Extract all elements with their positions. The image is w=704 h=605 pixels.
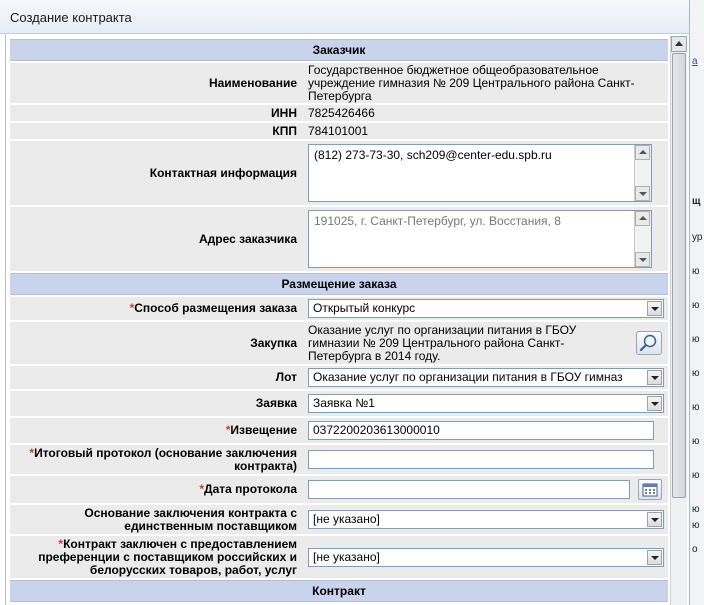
- section-contract: [10, 580, 668, 602]
- application-select[interactable]: [308, 394, 664, 413]
- scroll-down-icon[interactable]: [635, 186, 650, 201]
- lot-selected: Оказание услуг по организации питания в ГБОУ гимназ: [313, 370, 623, 384]
- dialog-scrollbar[interactable]: [670, 36, 687, 605]
- search-purchase-button[interactable]: [636, 331, 662, 355]
- application-selected: Заявка №1: [313, 396, 375, 410]
- bg-fragment: ю: [692, 334, 700, 345]
- dialog-content: [5, 34, 670, 605]
- chevron-down-icon[interactable]: [647, 301, 662, 316]
- row-inn: [10, 105, 668, 121]
- method-select[interactable]: [308, 299, 664, 318]
- section-title: Заказчик: [10, 39, 668, 61]
- row-sole-supplier: [10, 505, 668, 534]
- notice-input[interactable]: [308, 421, 654, 440]
- preference-select[interactable]: [308, 548, 664, 567]
- lot-select[interactable]: [308, 368, 664, 387]
- magnifier-icon: [637, 332, 661, 354]
- bg-fragment: ю: [692, 436, 700, 447]
- bg-fragment: а: [692, 56, 698, 67]
- row-address: [10, 207, 668, 271]
- chevron-down-icon[interactable]: [647, 512, 662, 527]
- section-title: Размещение заказа: [10, 273, 668, 295]
- field-label: Контактная информация: [10, 141, 302, 205]
- bg-fragment: о: [692, 544, 698, 555]
- row-purchase: [10, 322, 668, 364]
- required-mark: *: [29, 445, 35, 460]
- contract-form: [10, 37, 668, 604]
- field-label: Закупка: [10, 322, 302, 364]
- row-kpp: [10, 123, 668, 139]
- textarea-scrollbar[interactable]: [634, 145, 651, 201]
- method-selected: Открытый конкурс: [313, 301, 416, 315]
- bg-fragment: щ: [692, 196, 701, 207]
- chevron-down-icon[interactable]: [647, 550, 662, 565]
- kpp-value: 784101001: [302, 123, 668, 139]
- field-label: Основание заключения контракта с единственным поставщиком: [10, 505, 302, 534]
- row-preference: [10, 536, 668, 578]
- row-notice: [10, 418, 668, 443]
- contact-info-textarea[interactable]: [308, 144, 652, 202]
- field-label: Извещение: [230, 423, 297, 437]
- chevron-down-icon[interactable]: [647, 370, 662, 385]
- section-placement: [10, 273, 668, 295]
- field-label: Наименование: [10, 63, 302, 103]
- field-label: ИНН: [10, 105, 302, 121]
- bg-fragment: ю: [692, 504, 700, 515]
- row-protocol-date: [10, 476, 668, 503]
- row-contact: [10, 141, 668, 205]
- row-lot: [10, 366, 668, 389]
- purchase-value: Оказание услуг по организации питания в ГБОУ гимназии № 209 Центрального района Санкт-Петербурга в 2014 году.: [308, 322, 577, 363]
- address-text: 191025, г. Санкт-Петербург, ул. Восстания, 8: [314, 214, 561, 228]
- calendar-button[interactable]: [638, 479, 662, 500]
- field-label: Лот: [10, 366, 302, 389]
- preference-selected: [не указано]: [313, 549, 380, 564]
- bg-fragment: ю: [692, 368, 700, 379]
- row-method: [10, 297, 668, 320]
- textarea-scrollbar[interactable]: [634, 211, 651, 267]
- field-label: Итоговый протокол (основание заключения контракта): [34, 445, 297, 473]
- field-label: Дата протокола: [204, 482, 297, 496]
- field-label: Контракт заключен с предоставлением преференции с поставщиком российских и белорусских товаров, работ, услуг: [38, 536, 297, 577]
- bg-fragment: ю: [692, 520, 700, 531]
- dialog-titlebar[interactable]: [0, 0, 689, 34]
- required-mark: *: [129, 301, 135, 315]
- bg-fragment: ю: [692, 470, 700, 481]
- field-label: Адрес заказчика: [10, 207, 302, 271]
- contact-info-text: (812) 273-73-30, sch209@center-edu.spb.ru: [314, 148, 552, 162]
- field-label: Заявка: [10, 391, 302, 416]
- required-mark: *: [58, 536, 64, 551]
- bg-fragment: ю: [692, 300, 700, 311]
- calendar-icon: [639, 480, 661, 499]
- bg-fragment: ю: [692, 266, 700, 277]
- sole-supplier-select[interactable]: [308, 510, 664, 529]
- bg-fragment: ю: [692, 402, 700, 413]
- background-page: [690, 0, 704, 605]
- protocol-date-input[interactable]: [308, 480, 630, 499]
- scroll-thumb[interactable]: [672, 53, 686, 498]
- row-customer-name: [10, 63, 668, 103]
- notice-text: 0372200203613000010: [313, 423, 440, 437]
- scroll-up-icon[interactable]: [671, 36, 687, 52]
- field-label: КПП: [10, 123, 302, 139]
- customer-name-value: Государственное бюджетное общеобразовательное учреждение гимназия № 209 Центрального района Санкт-Петербурга: [302, 63, 668, 103]
- row-protocol: [10, 445, 668, 474]
- chevron-down-icon[interactable]: [647, 396, 662, 411]
- bg-fragment: ур: [692, 232, 703, 243]
- scroll-down-icon[interactable]: [635, 252, 650, 267]
- inn-value: 7825426466: [302, 105, 668, 121]
- dialog-title: Создание контракта: [10, 10, 132, 25]
- address-textarea[interactable]: [308, 210, 652, 268]
- required-mark: *: [199, 482, 205, 496]
- section-title: Контракт: [10, 580, 668, 602]
- protocol-input[interactable]: [308, 450, 654, 469]
- row-application: [10, 391, 668, 416]
- section-customer: [10, 39, 668, 61]
- scroll-up-icon[interactable]: [635, 211, 650, 226]
- sole-supplier-selected: [не указано]: [313, 512, 380, 526]
- field-label: Способ размещения заказа: [134, 301, 297, 315]
- required-mark: *: [225, 423, 231, 437]
- scroll-up-icon[interactable]: [635, 145, 650, 160]
